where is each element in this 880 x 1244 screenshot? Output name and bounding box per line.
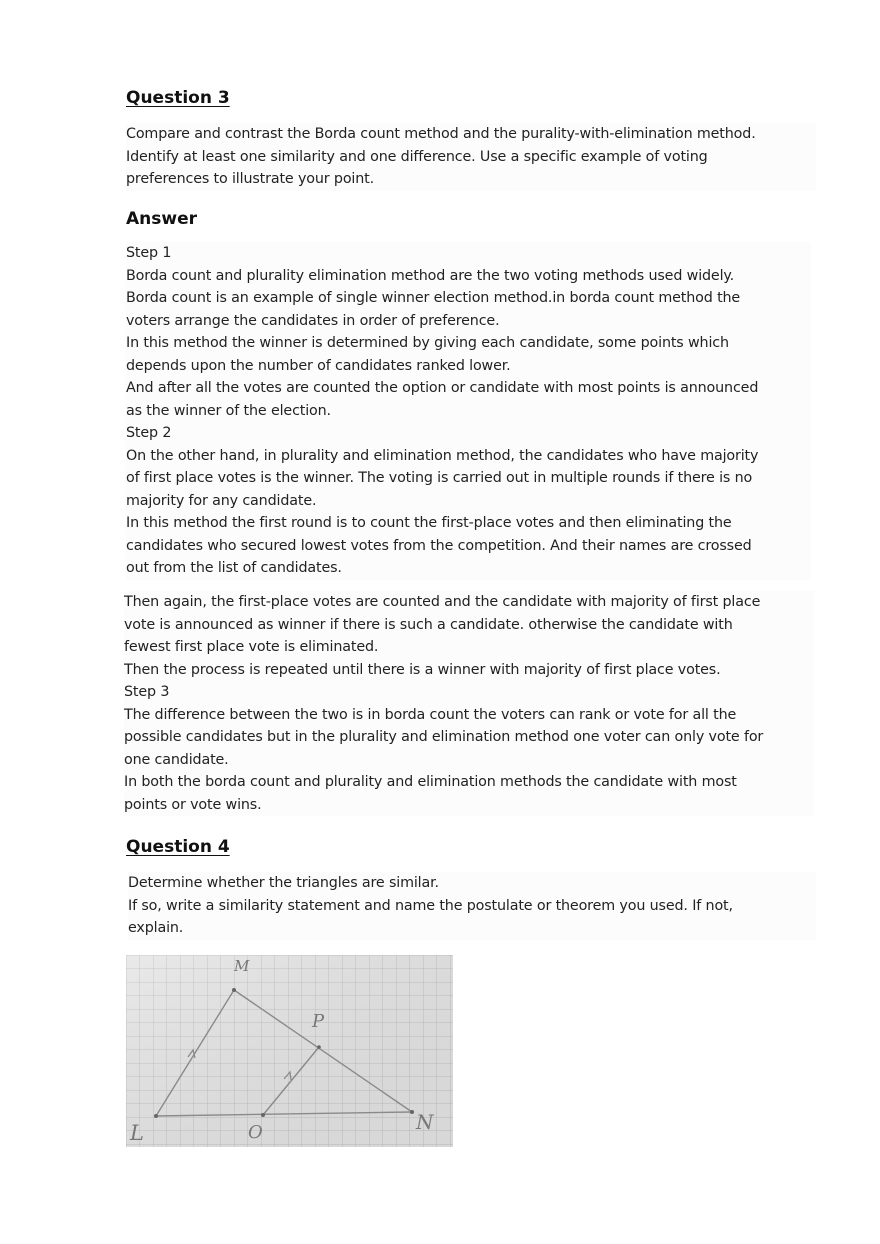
prompt-line: Identify at least one similarity and one difference. Use a specific example of voting bbox=[126, 148, 708, 165]
answer-line: And after all the votes are counted the option or candidate with most points is announced bbox=[126, 380, 759, 396]
triangle-figure bbox=[126, 955, 453, 1147]
answer-line: voters arrange the candidates in order of preference. bbox=[126, 312, 500, 329]
vertex-l bbox=[154, 1114, 158, 1118]
answer-line: out from the list of candidates. bbox=[126, 560, 342, 576]
answer-line: Step 1 bbox=[126, 245, 172, 261]
answer-part-2 bbox=[124, 591, 814, 816]
label-o: O bbox=[248, 1122, 263, 1143]
answer-line: Then again, the first-place votes are counted and the candidate with majority of first place bbox=[124, 594, 761, 610]
prompt-line: preferences to illustrate your point. bbox=[126, 171, 374, 187]
label-n: N bbox=[416, 1110, 434, 1134]
answer-line: Borda count is an example of single winner election method.in borda count method the bbox=[126, 290, 741, 306]
answer-line: Then the process is repeated until there is a winner with majority of first place votes. bbox=[124, 661, 721, 678]
prompt-line: explain. bbox=[128, 920, 184, 936]
answer-line: possible candidates but in the plurality and elimination method one voter can only vote for bbox=[124, 729, 764, 745]
answer-line: one candidate. bbox=[124, 751, 229, 768]
vertex-p bbox=[317, 1045, 321, 1049]
answer-line: of first place votes is the winner. The voting is carried out in multiple rounds if there is no bbox=[126, 470, 753, 486]
question-4-prompt bbox=[128, 872, 816, 940]
question-4-heading: Question 4 bbox=[126, 837, 230, 857]
label-m: M bbox=[234, 957, 250, 975]
vertex-n bbox=[410, 1110, 414, 1114]
answer-line: In this method the first round is to count the first-place votes and then eliminating the bbox=[126, 515, 732, 531]
label-p: P bbox=[312, 1011, 325, 1032]
answer-line: depends upon the number of candidates ranked lower. bbox=[126, 357, 511, 374]
answer-line: The difference between the two is in borda count the voters can rank or vote for all the bbox=[124, 706, 737, 723]
prompt-line: Determine whether the triangles are similar. bbox=[128, 875, 439, 891]
answer-line: vote is announced as winner if there is such a candidate. otherwise the candidate with bbox=[124, 616, 733, 633]
answer-line: Step 3 bbox=[124, 684, 170, 700]
answer-line: candidates who secured lowest votes from the competition. And their names are crossed bbox=[126, 537, 752, 554]
answer-line: In both the borda count and plurality and elimination methods the candidate with most bbox=[124, 774, 737, 790]
answer-heading: Answer bbox=[126, 209, 197, 229]
answer-part-1 bbox=[126, 242, 811, 580]
answer-line: points or vote wins. bbox=[124, 796, 262, 813]
answer-line: fewest first place vote is eliminated. bbox=[124, 639, 379, 655]
answer-line: On the other hand, in plurality and elimination method, the candidates who have majority bbox=[126, 447, 759, 464]
answer-line: majority for any candidate. bbox=[126, 492, 317, 509]
prompt-line: Compare and contrast the Borda count method and the purality-with-elimination method. bbox=[126, 126, 756, 142]
question-3-heading: Question 3 bbox=[126, 88, 230, 108]
answer-line: as the winner of the election. bbox=[126, 402, 331, 419]
prompt-line: If so, write a similarity statement and name the postulate or theorem you used. If not, bbox=[128, 897, 733, 914]
vertex-m bbox=[232, 988, 236, 992]
answer-line: In this method the winner is determined by giving each candidate, some points which bbox=[126, 335, 729, 351]
label-l: L bbox=[130, 1121, 144, 1145]
vertex-o bbox=[261, 1113, 265, 1117]
question-3-prompt bbox=[126, 123, 816, 191]
answer-line: Borda count and plurality elimination method are the two voting methods used widely. bbox=[126, 267, 735, 284]
triangle-diagram bbox=[126, 955, 453, 1147]
answer-line: Step 2 bbox=[126, 425, 172, 441]
